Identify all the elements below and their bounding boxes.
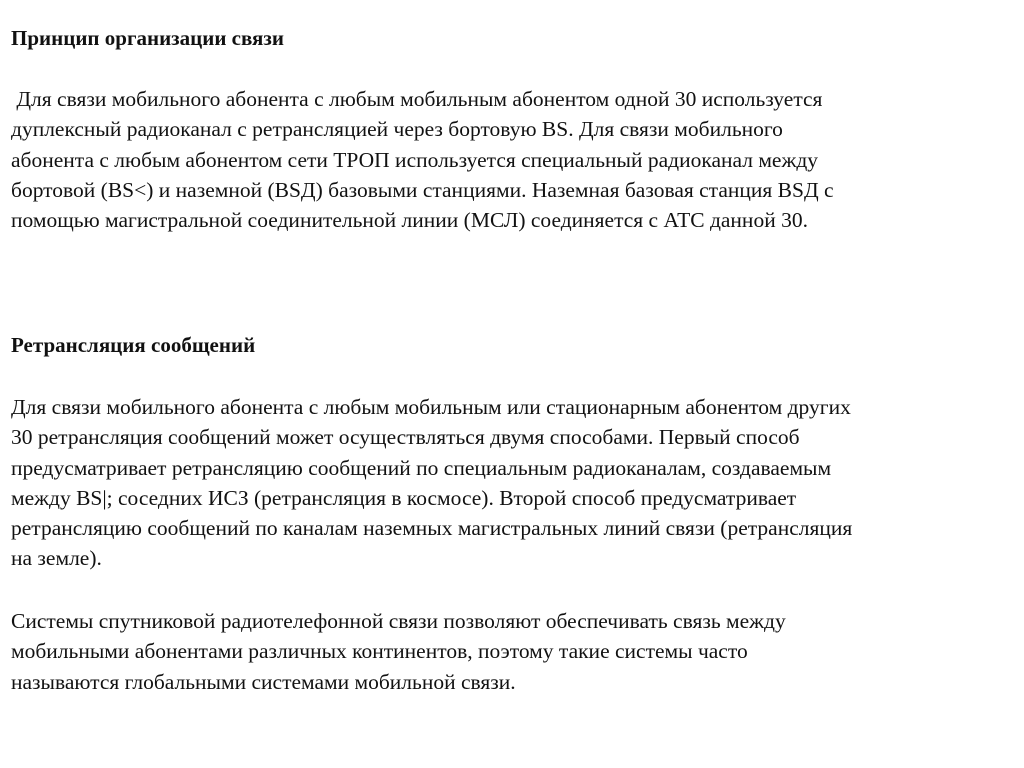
paragraph-line: помощью магистральной соединительной линии (МСЛ) соединяется с АТС данной 30. bbox=[11, 208, 808, 233]
paragraph-principle bbox=[11, 84, 1017, 235]
section-heading-relay: Ретрансляция сообщений bbox=[11, 333, 256, 357]
paragraph-line: абонента с любым абонентом сети ТРОП используется специальный радиоканал между bbox=[11, 147, 819, 172]
paragraph-line: называются глобальными системами мобильной связи. bbox=[11, 669, 516, 694]
paragraph-line: мобильными абонентами различных континентов, поэтому такие системы часто bbox=[11, 639, 748, 664]
paragraph-line: предусматривает ретрансляцию сообщений по специальным радиоканалам, создаваемым bbox=[11, 455, 832, 480]
paragraph-line: бортовой (BS<) и наземной (BSД) базовыми станциями. Наземная базовая станция BSД с bbox=[11, 177, 834, 202]
paragraph-line: ретрансляцию сообщений по каналам наземных магистральных линий связи (ретрансляция bbox=[11, 516, 853, 541]
paragraph-line: 30 ретрансляция сообщений может осуществляться двумя способами. Первый способ bbox=[11, 425, 800, 450]
paragraph-line: дуплексный радиоканал с ретрансляцией через бортовую BS. Для связи мобильного bbox=[11, 117, 783, 142]
paragraph-line: на земле). bbox=[11, 546, 102, 571]
section-heading-principle: Принцип организации связи bbox=[11, 26, 284, 50]
paragraph-global-systems bbox=[11, 606, 1017, 697]
paragraph-line: Для связи мобильного абонента с любым мобильным абонентом одной 30 используется bbox=[11, 87, 823, 111]
paragraph-line: между BS|; соседних ИСЗ (ретрансляция в космосе). Второй способ предусматривает bbox=[11, 485, 797, 510]
paragraph-line: Для связи мобильного абонента с любым мобильным или стационарным абонентом других bbox=[11, 395, 851, 419]
paragraph-relay-methods bbox=[11, 392, 1017, 574]
paragraph-line: Системы спутниковой радиотелефонной связи позволяют обеспечивать связь между bbox=[11, 609, 786, 633]
